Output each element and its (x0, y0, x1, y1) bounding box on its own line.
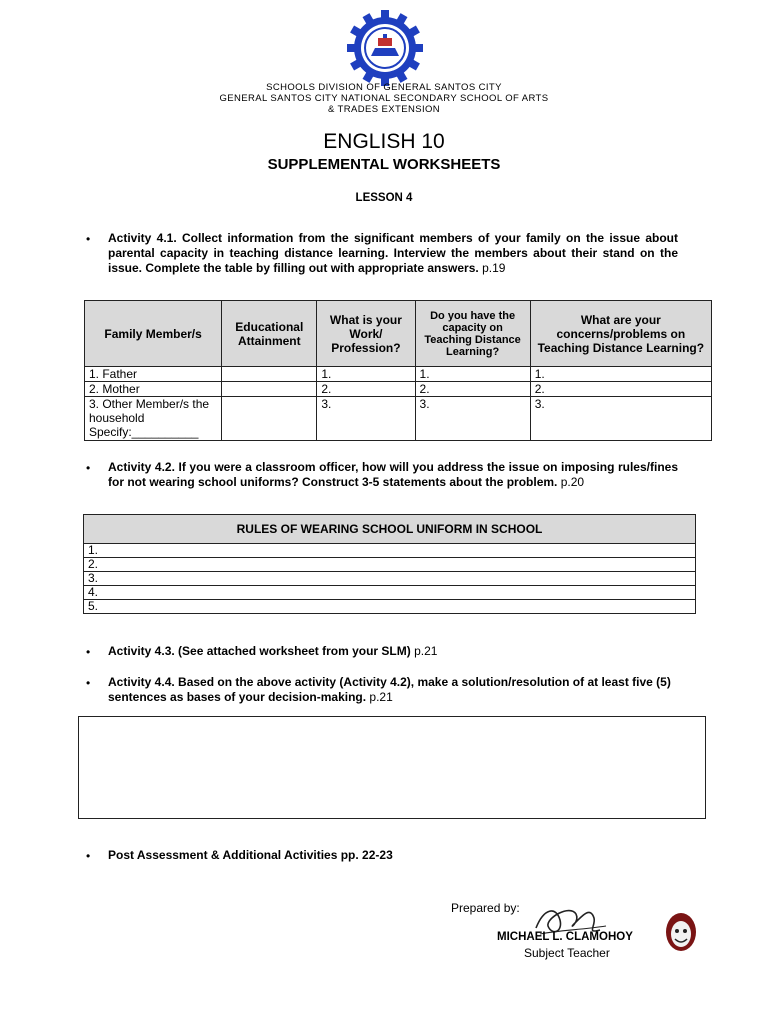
rule-cell[interactable]: 3. (84, 572, 696, 586)
work-cell[interactable]: 2. (317, 382, 415, 397)
rule-cell[interactable]: 1. (84, 544, 696, 558)
bullet-icon: • (86, 645, 91, 659)
work-cell[interactable]: 1. (317, 367, 415, 382)
school-name: GENERAL SANTOS CITY NATIONAL SECONDARY SCHOOL OF ARTS (219, 93, 549, 104)
table-row (84, 558, 696, 572)
lesson-label: LESSON 4 (355, 192, 413, 204)
attainment-cell[interactable] (222, 397, 317, 441)
answer-box[interactable] (78, 716, 706, 819)
capacity-cell[interactable]: 2. (415, 382, 530, 397)
concerns-cell[interactable]: 1. (530, 367, 711, 382)
activity-4-2 (108, 460, 678, 490)
teacher-avatar (662, 910, 700, 958)
table-row (84, 544, 696, 558)
attainment-cell[interactable] (222, 382, 317, 397)
school-extension: & TRADES EXTENSION (327, 104, 441, 115)
activity-4-4-text: Activity 4.4. Based on the above activity (Activity 4.2), make a solution/resolution of at least five (5) sentences as bases of your decision-making. (108, 675, 671, 704)
table-row (84, 600, 696, 614)
activity-4-1 (108, 231, 678, 276)
prepared-by-label: Prepared by: (451, 901, 520, 915)
activity-4-2-text: Activity 4.2. If you were a classroom officer, how will you address the issue on imposing rules/fines for not wearing school uniforms? Construct 3-5 statements about the problem. (108, 460, 678, 489)
teacher-role: Subject Teacher (524, 946, 610, 960)
bullet-icon: • (86, 232, 91, 246)
concerns-cell[interactable]: 2. (530, 382, 711, 397)
family-member-cell (85, 397, 222, 441)
page-title: ENGLISH 10 (323, 130, 445, 153)
header-concerns: What are your concerns/problems on Teaching Distance Learning? (530, 301, 711, 367)
bullet-icon: • (86, 676, 91, 690)
capacity-cell[interactable]: 1. (415, 367, 530, 382)
table-row (84, 586, 696, 600)
table-row (85, 367, 712, 382)
activity-4-2-page: p.20 (557, 475, 585, 489)
activity-4-3 (108, 644, 678, 659)
table-row (85, 397, 712, 441)
concerns-cell[interactable]: 3. (530, 397, 711, 441)
page-subtitle: SUPPLEMENTAL WORKSHEETS (267, 156, 501, 173)
rule-cell[interactable]: 2. (84, 558, 696, 572)
post-assessment (108, 848, 678, 863)
division-name: SCHOOLS DIVISION OF GENERAL SANTOS CITY (266, 82, 502, 93)
header-family-member: Family Member/s (85, 301, 222, 367)
activity-4-4-page: p.21 (366, 690, 393, 704)
activity-4-4 (108, 675, 678, 705)
bullet-icon: • (86, 849, 91, 863)
activity-4-3-page: p.21 (410, 644, 438, 658)
school-seal-logo (345, 8, 425, 88)
header-educational-attainment: Educational Attainment (222, 301, 317, 367)
teacher-name: MICHAEL L. CLAMOHOY (497, 931, 633, 943)
attainment-cell[interactable] (222, 367, 317, 382)
work-cell[interactable]: 3. (317, 397, 415, 441)
post-assessment-text: Post Assessment & Additional Activities pp. 22-23 (108, 848, 393, 862)
header-capacity: Do you have the capacity on Teaching Distance Learning? (415, 301, 530, 367)
rules-table (83, 514, 696, 614)
other-members-label: 3. Other Member/s the household (89, 397, 210, 425)
table-row (84, 572, 696, 586)
bullet-icon: • (86, 461, 91, 475)
specify-field[interactable]: Specify:__________ (89, 425, 199, 439)
family-table-header-row (85, 301, 712, 367)
rule-cell[interactable]: 4. (84, 586, 696, 600)
rules-table-header: RULES OF WEARING SCHOOL UNIFORM IN SCHOOL (84, 515, 696, 544)
family-table (84, 300, 712, 441)
header-work-profession: What is your Work/ Profession? (317, 301, 415, 367)
rule-cell[interactable]: 5. (84, 600, 696, 614)
table-row (85, 382, 712, 397)
rules-table-header-row (84, 515, 696, 544)
activity-4-1-page: p.19 (478, 261, 506, 275)
capacity-cell[interactable]: 3. (415, 397, 530, 441)
activity-4-3-text: Activity 4.3. (See attached worksheet from your SLM) (108, 644, 411, 658)
family-member-cell: 1. Father (85, 367, 222, 382)
family-member-cell: 2. Mother (85, 382, 222, 397)
activity-4-1-text: Activity 4.1. Collect information from the significant members of your family on the issue about parental capacity in teaching distance learning. Interview the members about their stand on the issue. Complete the table by filling out with appropriate answers. (108, 231, 678, 275)
